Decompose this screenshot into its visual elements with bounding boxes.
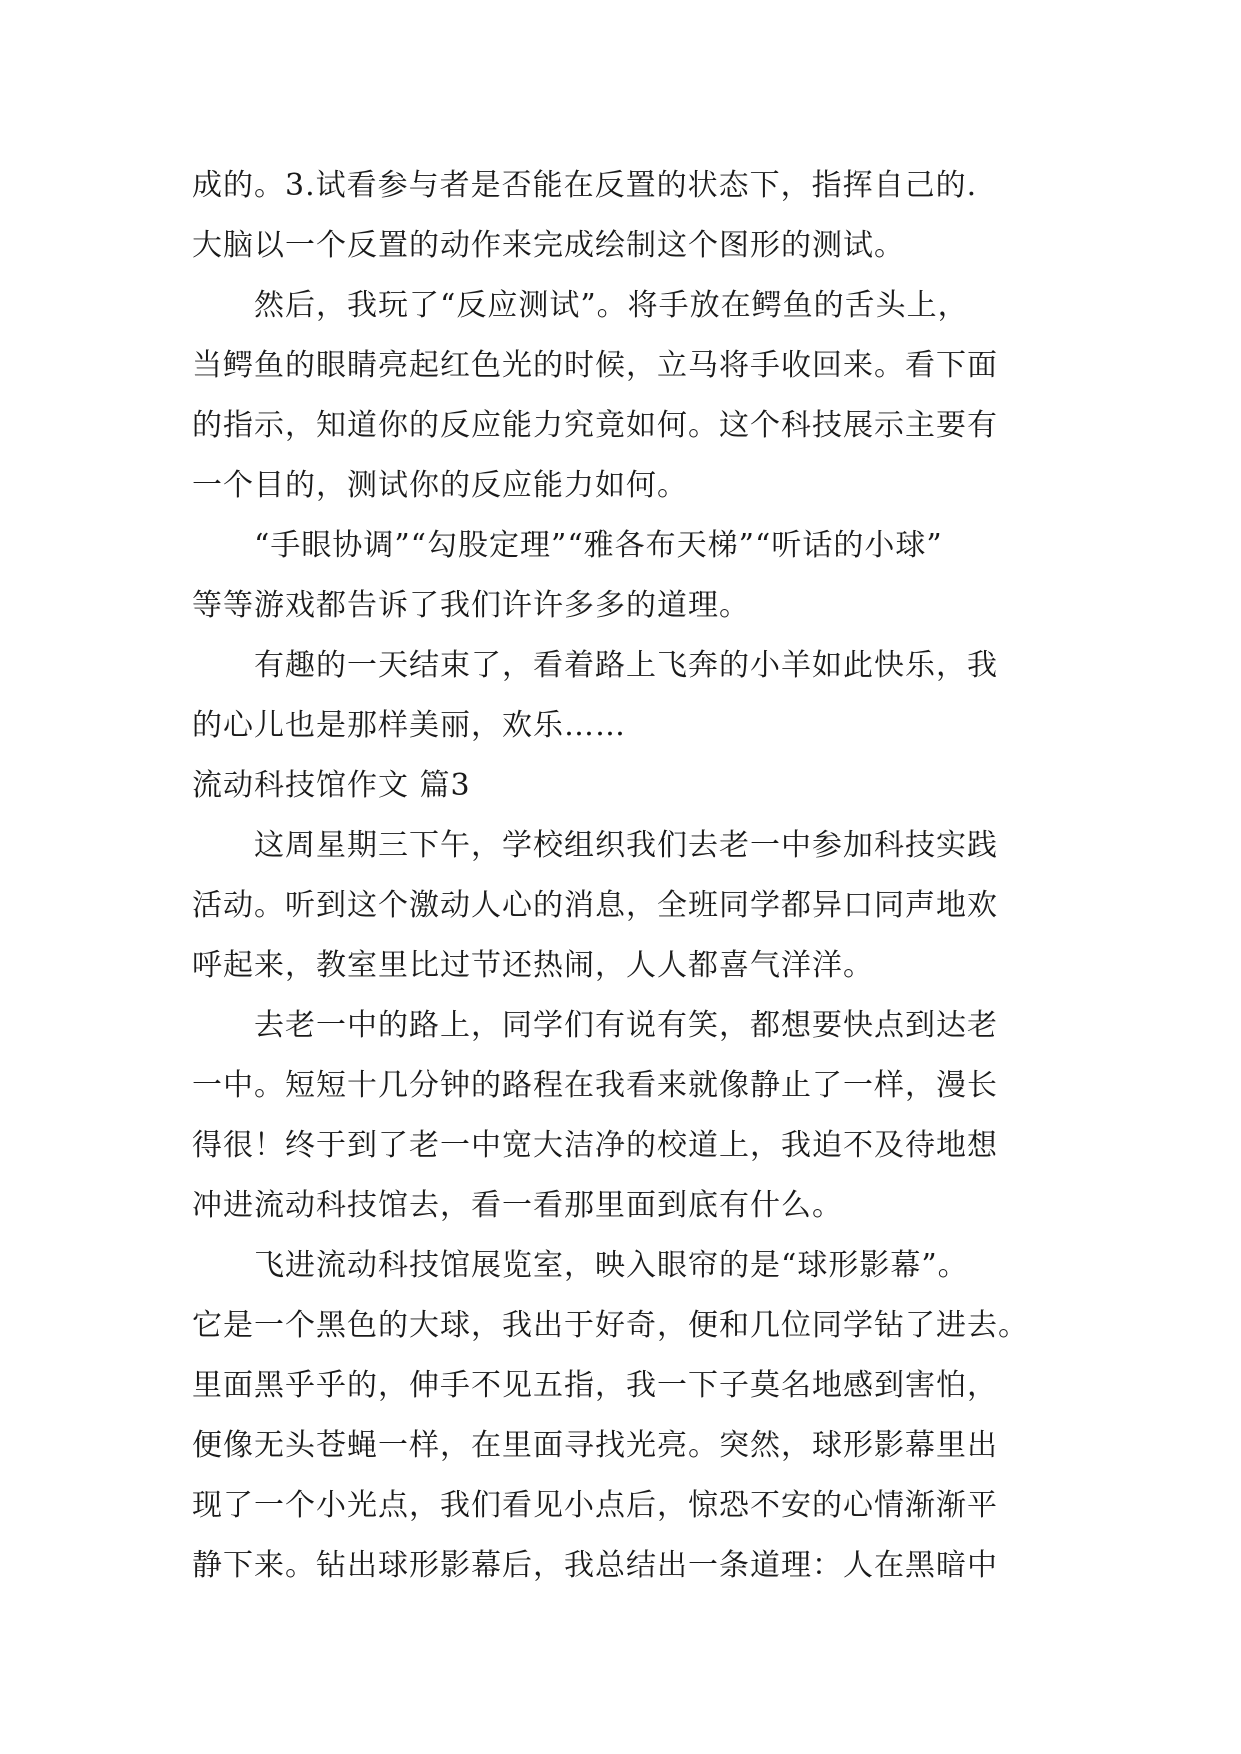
text-line: 现了一个小光点，我们看见小点后，惊恐不安的心情渐渐平: [192, 1488, 998, 1523]
text-line: 活动。听到这个激动人心的消息，全班同学都异口同声地欢: [192, 888, 998, 923]
text-line: 它是一个黑色的大球，我出于好奇，便和几位同学钻了进去。: [192, 1308, 1029, 1343]
text-line: “手眼协调”“勾股定理”“雅各布天梯”“听话的小球”: [192, 528, 943, 563]
text-line: 当鳄鱼的眼睛亮起红色光的时候，立马将手收回来。看下面: [192, 348, 998, 383]
text-line: 静下来。钻出球形影幕后，我总结出一条道理：人在黑暗中: [192, 1548, 998, 1583]
text-line: 这周星期三下午，学校组织我们去老一中参加科技实践: [192, 828, 998, 863]
text-line: 便像无头苍蝇一样，在里面寻找光亮。突然，球形影幕里出: [192, 1428, 998, 1463]
text-line: 得很！终于到了老一中宽大洁净的校道上，我迫不及待地想: [192, 1128, 998, 1163]
text-line: 飞进流动科技馆展览室，映入眼帘的是“球形影幕”。: [192, 1248, 969, 1283]
section-heading: 流动科技馆作文 篇3: [192, 768, 471, 803]
text-line: 一中。短短十几分钟的路程在我看来就像静止了一样，漫长: [192, 1068, 998, 1103]
text-line: 呼起来，教室里比过节还热闹，人人都喜气洋洋。: [192, 948, 874, 983]
text-line: 的心儿也是那样美丽，欢乐……: [192, 708, 626, 743]
text-line: 大脑以一个反置的动作来完成绘制这个图形的测试。: [192, 228, 905, 263]
text-line: 成的。3.试看参与者是否能在反置的状态下，指挥自己的.: [192, 168, 978, 203]
text-line: 一个目的，测试你的反应能力如何。: [192, 468, 688, 503]
text-line: 去老一中的路上，同学们有说有笑，都想要快点到达老: [192, 1008, 998, 1043]
text-line: 冲进流动科技馆去，看一看那里面到底有什么。: [192, 1188, 843, 1223]
document-body: [192, 156, 1072, 1596]
text-line: 有趣的一天结束了，看着路上飞奔的小羊如此快乐，我: [192, 648, 998, 683]
text-line: 里面黑乎乎的，伸手不见五指，我一下子莫名地感到害怕，: [192, 1368, 998, 1403]
text-line: 然后，我玩了“反应测试”。将手放在鳄鱼的舌头上，: [192, 288, 969, 323]
text-line: 的指示，知道你的反应能力究竟如何。这个科技展示主要有: [192, 408, 998, 443]
text-line: 等等游戏都告诉了我们许许多多的道理。: [192, 588, 750, 623]
